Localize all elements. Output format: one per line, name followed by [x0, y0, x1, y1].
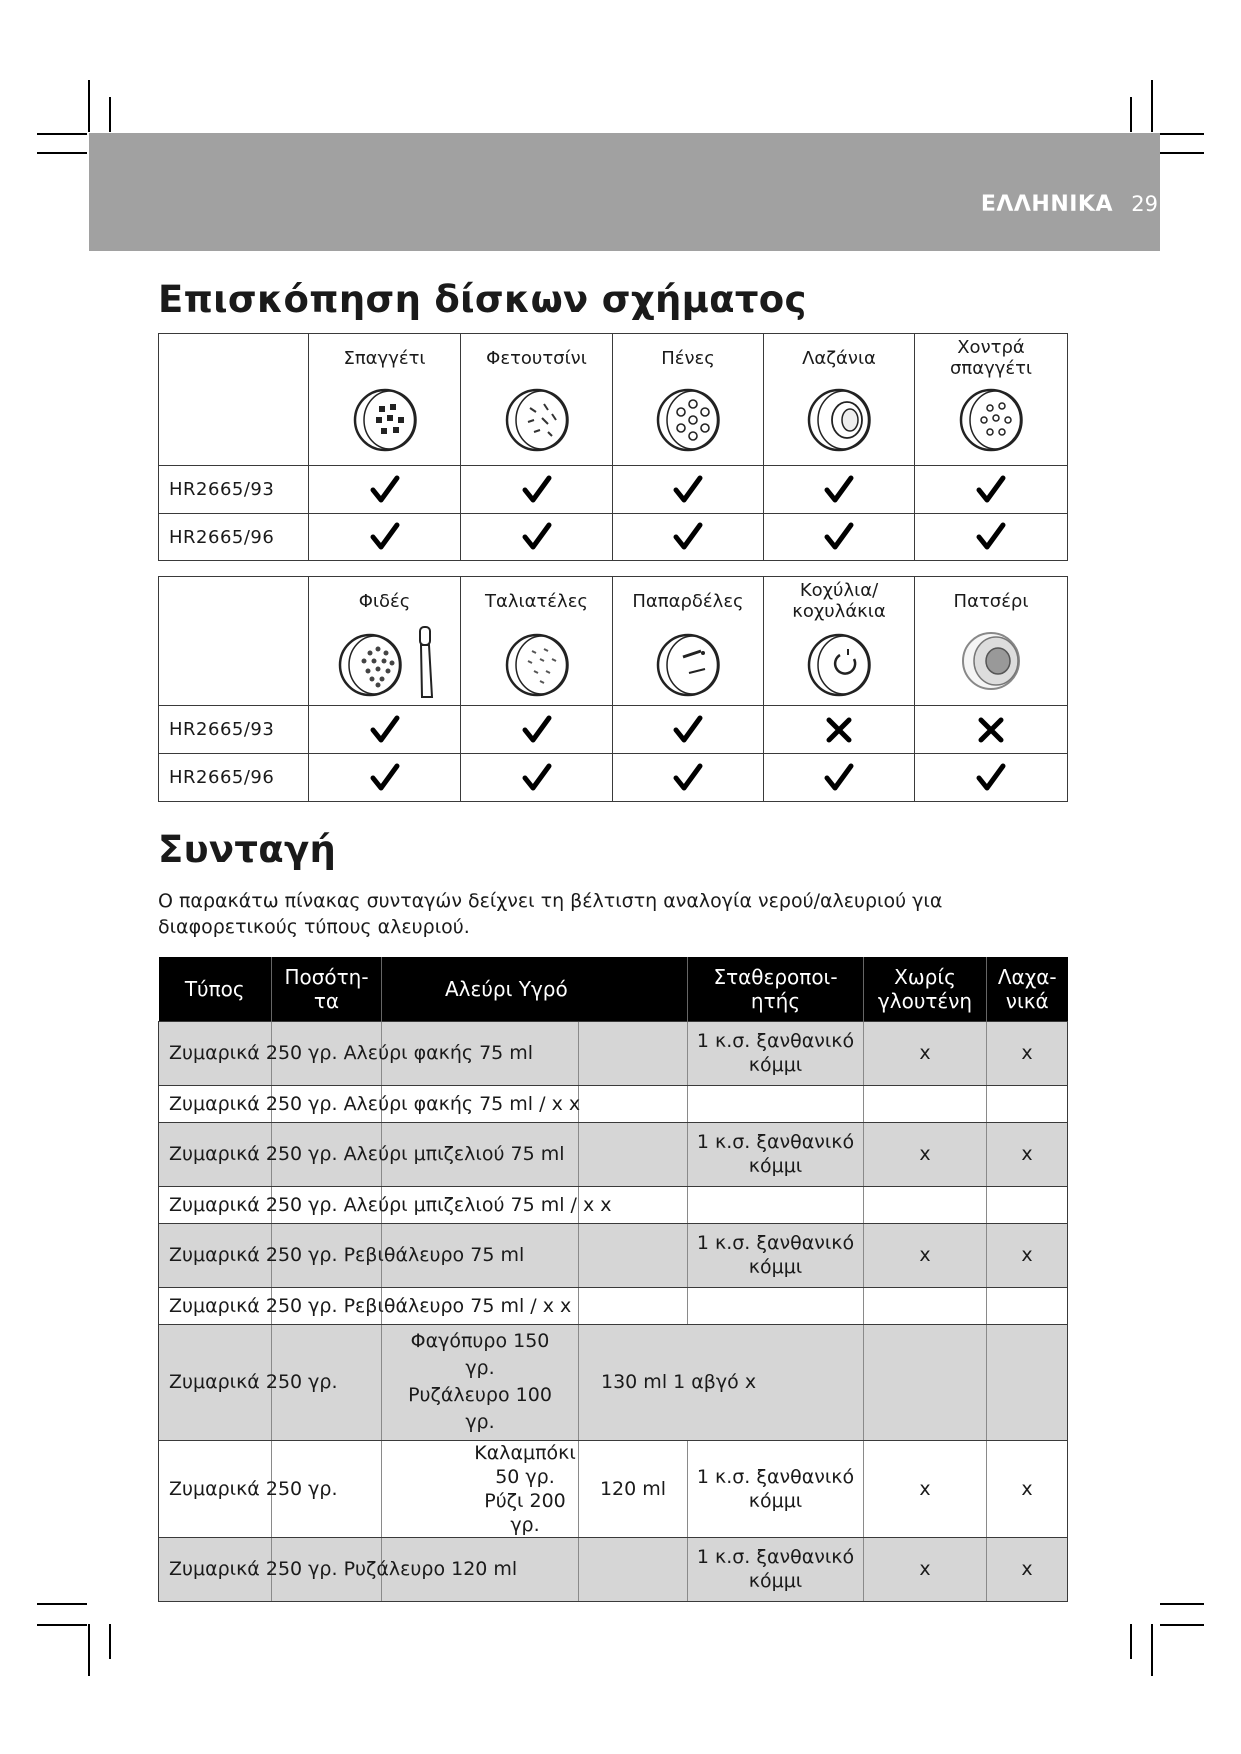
recipe-line: Ζυμαρικά 250 γρ. Αλεύρι φακής 75 ml / x x — [169, 1092, 581, 1115]
tagliatelle-disc-icon — [498, 625, 576, 701]
vegetables-cell: x — [987, 1537, 1068, 1601]
cross-icon — [915, 706, 1068, 754]
recipe-line: Ζυμαρικά 250 γρ. Αλεύρι μπιζελιού 75 ml / x x — [169, 1193, 612, 1216]
disc-header — [461, 334, 613, 466]
check-icon — [613, 514, 764, 561]
crop-mark — [37, 1624, 87, 1626]
recipe-intro: Ο παρακάτω πίνακας συνταγών δείχνει τη βέλτιστη αναλογία νερού/αλευριού για διαφορετικούς τύπους αλευριού. — [158, 890, 943, 938]
crop-mark — [1130, 97, 1132, 132]
disc-label: Φετουτσίνι — [486, 347, 587, 369]
check-icon — [309, 514, 461, 561]
disc-table-1 — [158, 333, 1068, 561]
empty-header-cell — [159, 577, 309, 706]
vegetables-cell: x — [987, 1440, 1068, 1537]
header-language: ΕΛΛΗΝΙΚΑ — [980, 192, 1113, 217]
table-row — [159, 1021, 1068, 1085]
column-header-vegetables: Λαχα- νικά — [987, 957, 1068, 1021]
check-icon — [309, 466, 461, 514]
disc-label: Πατσέρι — [953, 590, 1029, 612]
crop-mark — [37, 1603, 87, 1605]
disc-label: Πένες — [661, 347, 715, 369]
crop-mark — [1151, 1624, 1153, 1676]
check-icon — [764, 466, 915, 514]
recipe-table — [158, 957, 1068, 1602]
vegetables-cell: x — [987, 1021, 1068, 1085]
check-icon — [461, 514, 613, 561]
column-header-type: Τύπος — [159, 957, 272, 1021]
check-icon — [915, 514, 1068, 561]
vermicelli-disc-icon — [330, 625, 440, 701]
recipe-line: Ζυμαρικά 250 γρ. Ρεβιθάλευρο 75 ml — [169, 1244, 525, 1266]
crop-mark — [1130, 1624, 1132, 1659]
empty-header-cell — [159, 334, 309, 466]
column-header-quantity: Ποσότη- τα — [272, 957, 382, 1021]
column-header-flour-liquid: Αλεύρι Υγρό — [382, 957, 688, 1021]
check-icon — [764, 514, 915, 561]
gluten-free-cell: x — [864, 1021, 987, 1085]
check-icon — [613, 706, 764, 754]
recipe-line: Ζυμαρικά 250 γρ. Ρυζάλευρο 120 ml — [169, 1558, 518, 1580]
table-row — [159, 1440, 1068, 1537]
disc-header — [613, 577, 764, 706]
recipe-line: Ζυμαρικά 250 γρ. Αλεύρι μπιζελιού 75 ml — [169, 1143, 565, 1165]
disc-header — [309, 334, 461, 466]
disc-header — [764, 577, 915, 706]
flour-cell: Φαγόπυρο 150 γρ. Ρυζάλευρο 100 γρ. — [382, 1324, 579, 1440]
check-icon — [915, 754, 1068, 802]
stabilizer-cell: 1 κ.σ. ξανθανικό κόμμι — [688, 1122, 864, 1186]
gluten-free-cell: x — [864, 1223, 987, 1287]
recipe-line: Ζυμαρικά 250 γρ. — [169, 1371, 338, 1393]
check-icon — [764, 754, 915, 802]
shells-disc-icon — [800, 625, 878, 701]
pappardelle-disc-icon — [649, 625, 727, 701]
disc-label: Κοχύλια/ κοχυλάκια — [792, 580, 886, 622]
stabilizer-cell: 1 κ.σ. ξανθανικό κόμμι — [688, 1021, 864, 1085]
crop-mark — [1160, 152, 1204, 154]
model-cell: HR2665/93 — [159, 706, 309, 754]
page-number: 29 — [1131, 192, 1158, 216]
check-icon — [613, 754, 764, 802]
check-icon — [461, 706, 613, 754]
table-row — [159, 1186, 1068, 1223]
check-icon — [461, 754, 613, 802]
crop-mark — [88, 1624, 90, 1676]
disc-table-2 — [158, 576, 1068, 802]
column-header-stabilizer: Σταθεροποι- ητής — [688, 957, 864, 1021]
table-row — [159, 1223, 1068, 1287]
disc-label: Χοντρά σπαγγέτι — [949, 337, 1033, 379]
thick-spaghetti-disc-icon — [952, 382, 1030, 454]
table-row — [159, 1122, 1068, 1186]
vegetables-cell: x — [987, 1223, 1068, 1287]
gluten-free-cell: x — [864, 1440, 987, 1537]
model-cell: HR2665/96 — [159, 754, 309, 802]
lasagna-disc-icon — [800, 382, 878, 454]
disc-header — [915, 577, 1068, 706]
check-icon — [461, 466, 613, 514]
table-row — [159, 1324, 1068, 1440]
crop-mark — [109, 97, 111, 132]
crop-mark — [1160, 133, 1204, 135]
crop-mark — [1160, 1624, 1204, 1626]
disc-label: Παπαρδέλες — [632, 590, 744, 612]
disc-header — [915, 334, 1068, 466]
model-cell: HR2665/93 — [159, 466, 309, 514]
model-cell: HR2665/96 — [159, 514, 309, 561]
disc-label: Λαζάνια — [802, 347, 876, 369]
check-icon — [309, 706, 461, 754]
crop-mark — [1160, 1603, 1204, 1605]
vegetables-cell: x — [987, 1122, 1068, 1186]
dumpling-disc-icon — [952, 625, 1030, 701]
recipe-line: Ζυμαρικά 250 γρ. Αλεύρι φακής 75 ml — [169, 1042, 534, 1064]
disc-label: Φιδές — [358, 590, 411, 612]
recipe-line: Ζυμαρικά 250 γρ. — [169, 1477, 338, 1500]
disc-header — [764, 334, 915, 466]
crop-mark — [88, 80, 90, 132]
crop-mark — [1151, 80, 1153, 132]
fettuccine-disc-icon — [498, 382, 576, 454]
disc-label: Ταλιατέλες — [485, 590, 588, 612]
crop-mark — [109, 1624, 111, 1659]
recipe-line: Ζυμαρικά 250 γρ. Ρεβιθάλευρο 75 ml / x x — [169, 1294, 572, 1317]
disc-label: Σπαγγέτι — [343, 347, 426, 369]
crop-mark — [37, 152, 87, 154]
overview-title: Επισκόπηση δίσκων σχήματος — [158, 278, 807, 321]
disc-header — [613, 334, 764, 466]
gluten-free-cell: x — [864, 1122, 987, 1186]
column-header-gluten-free: Χωρίς γλουτένη — [864, 957, 987, 1021]
table-row — [159, 1287, 1068, 1324]
disc-header — [309, 577, 461, 706]
stabilizer-cell: 1 κ.σ. ξανθανικό κόμμι — [688, 1537, 864, 1601]
check-icon — [309, 754, 461, 802]
recipe-title: Συνταγή — [158, 828, 337, 871]
flour-cell: Καλαμπόκι 50 γρ. Ρύζι 200 γρ. — [382, 1440, 579, 1537]
check-icon — [613, 466, 764, 514]
liquid-cell: 130 ml 1 αβγό x — [601, 1371, 757, 1393]
penne-disc-icon — [649, 382, 727, 454]
table-row — [159, 1085, 1068, 1122]
check-icon — [915, 466, 1068, 514]
table-row — [159, 1537, 1068, 1601]
crop-mark — [37, 133, 87, 135]
liquid-cell: 120 ml — [579, 1440, 688, 1537]
disc-header — [461, 577, 613, 706]
stabilizer-cell: 1 κ.σ. ξανθανικό κόμμι — [688, 1440, 864, 1537]
spaghetti-disc-icon — [346, 382, 424, 454]
cross-icon — [764, 706, 915, 754]
stabilizer-cell: 1 κ.σ. ξανθανικό κόμμι — [688, 1223, 864, 1287]
gluten-free-cell: x — [864, 1537, 987, 1601]
